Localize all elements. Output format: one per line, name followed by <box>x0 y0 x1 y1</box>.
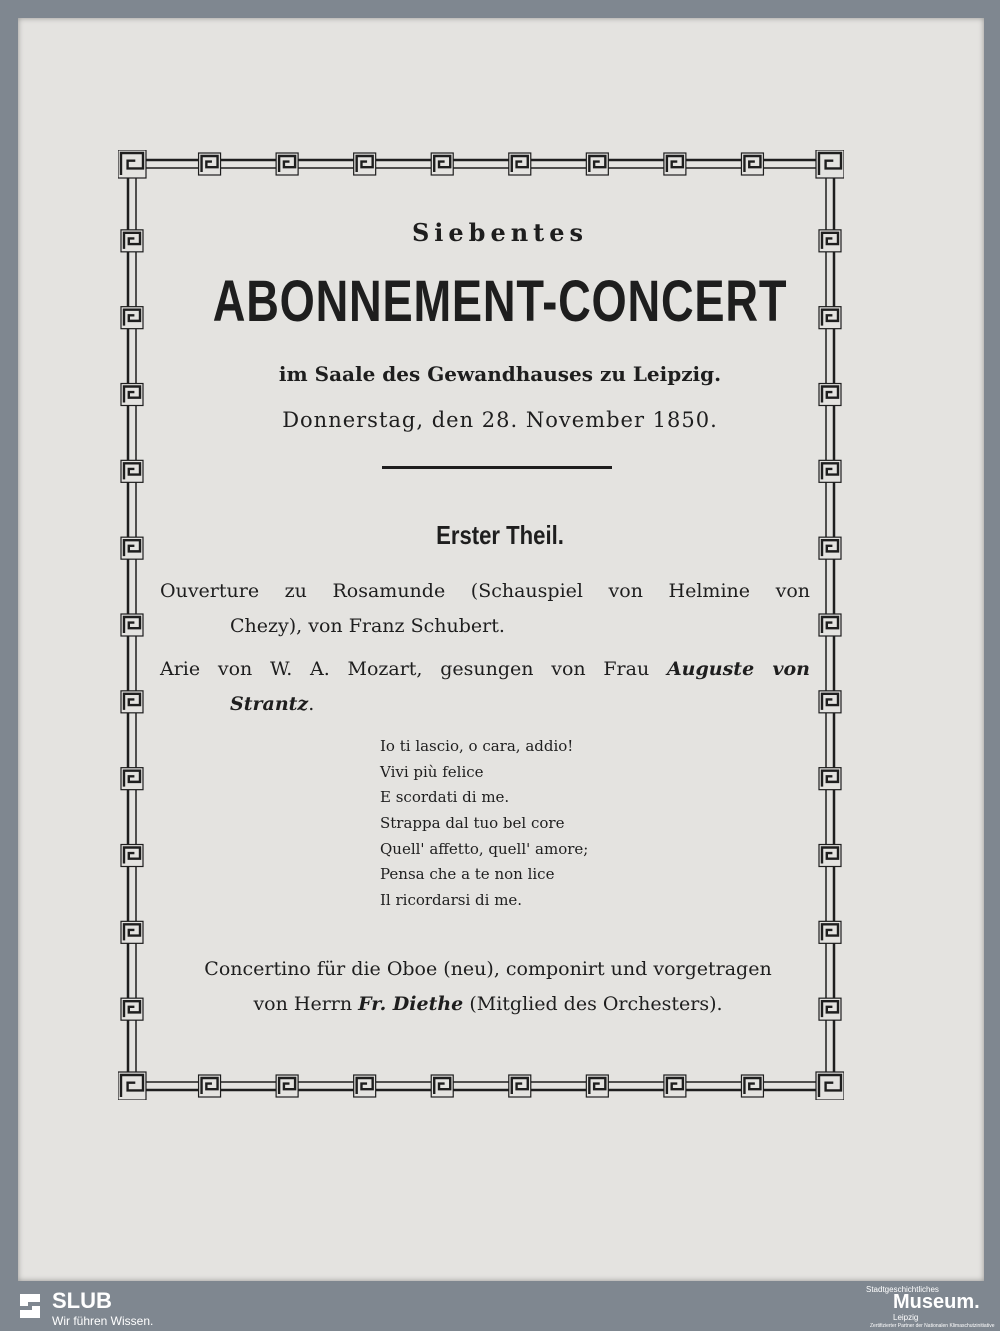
concertino-line-2 <box>158 987 818 1022</box>
aria-line-1 <box>160 652 810 687</box>
aria-line-2 <box>160 687 810 722</box>
venue-line: im Saale des Gewandhauses zu Leipzig. <box>278 362 722 386</box>
poster-headline: ABONNEMENT-CONCERT <box>212 269 788 334</box>
verse-line: Pensa che a te non lice <box>380 865 555 884</box>
slub-logo-icon[interactable] <box>18 1292 42 1320</box>
singer-name-part2: Strantz <box>230 693 309 715</box>
program-item-overture <box>160 574 810 644</box>
verse-line: Io ti lascio, o cara, addio! <box>380 737 574 755</box>
part-heading: Erster Theil. <box>436 520 564 550</box>
aria-lyrics <box>380 734 588 914</box>
program-item-aria <box>160 652 810 722</box>
verse-line: Strappa dal tuo bel core <box>380 814 565 833</box>
museum-name[interactable]: Museum. <box>893 1291 980 1313</box>
date-line: Donnerstag, den 28. November 1850. <box>282 408 718 432</box>
verse-line: Vivi più felice <box>380 762 484 781</box>
aria-text: Arie von W. A. Mozart, gesungen von Frau <box>160 658 667 680</box>
verse-line: E scordati di me. <box>380 788 510 807</box>
verse-line: Quell' affetto, quell' amore; <box>380 839 589 858</box>
museum-partner-note: Zertifizierter Partner der Nationalen Klimaschutzinitiative <box>870 1323 995 1329</box>
program-item-concertino <box>158 952 818 1022</box>
overture-line-2: Chezy), von Franz Schubert. <box>230 615 505 637</box>
concert-number: Siebentes <box>411 218 589 247</box>
overture-line-1: Ouverture zu Rosamunde (Schauspiel von Helmine von <box>160 580 810 602</box>
museum-label: Stadtgeschichtliches <box>866 1285 939 1294</box>
slub-name[interactable]: SLUB <box>52 1288 112 1313</box>
concertino-line-1: Concertino für die Oboe (neu), componirt und vorgetragen <box>204 958 772 980</box>
concertino-suffix: (Mitglied des Orchesters). <box>463 993 723 1015</box>
aria-period: . <box>308 693 315 715</box>
museum-city: Leipzig <box>893 1313 919 1322</box>
soloist-name: Fr. Diethe <box>358 993 464 1015</box>
concertino-prefix: von Herrn <box>253 993 359 1015</box>
slub-tagline: Wir führen Wissen. <box>52 1314 154 1328</box>
verse-line: Il ricordarsi di me. <box>380 891 523 910</box>
divider-rule <box>382 466 612 469</box>
singer-name-part1: Auguste von <box>666 658 810 680</box>
